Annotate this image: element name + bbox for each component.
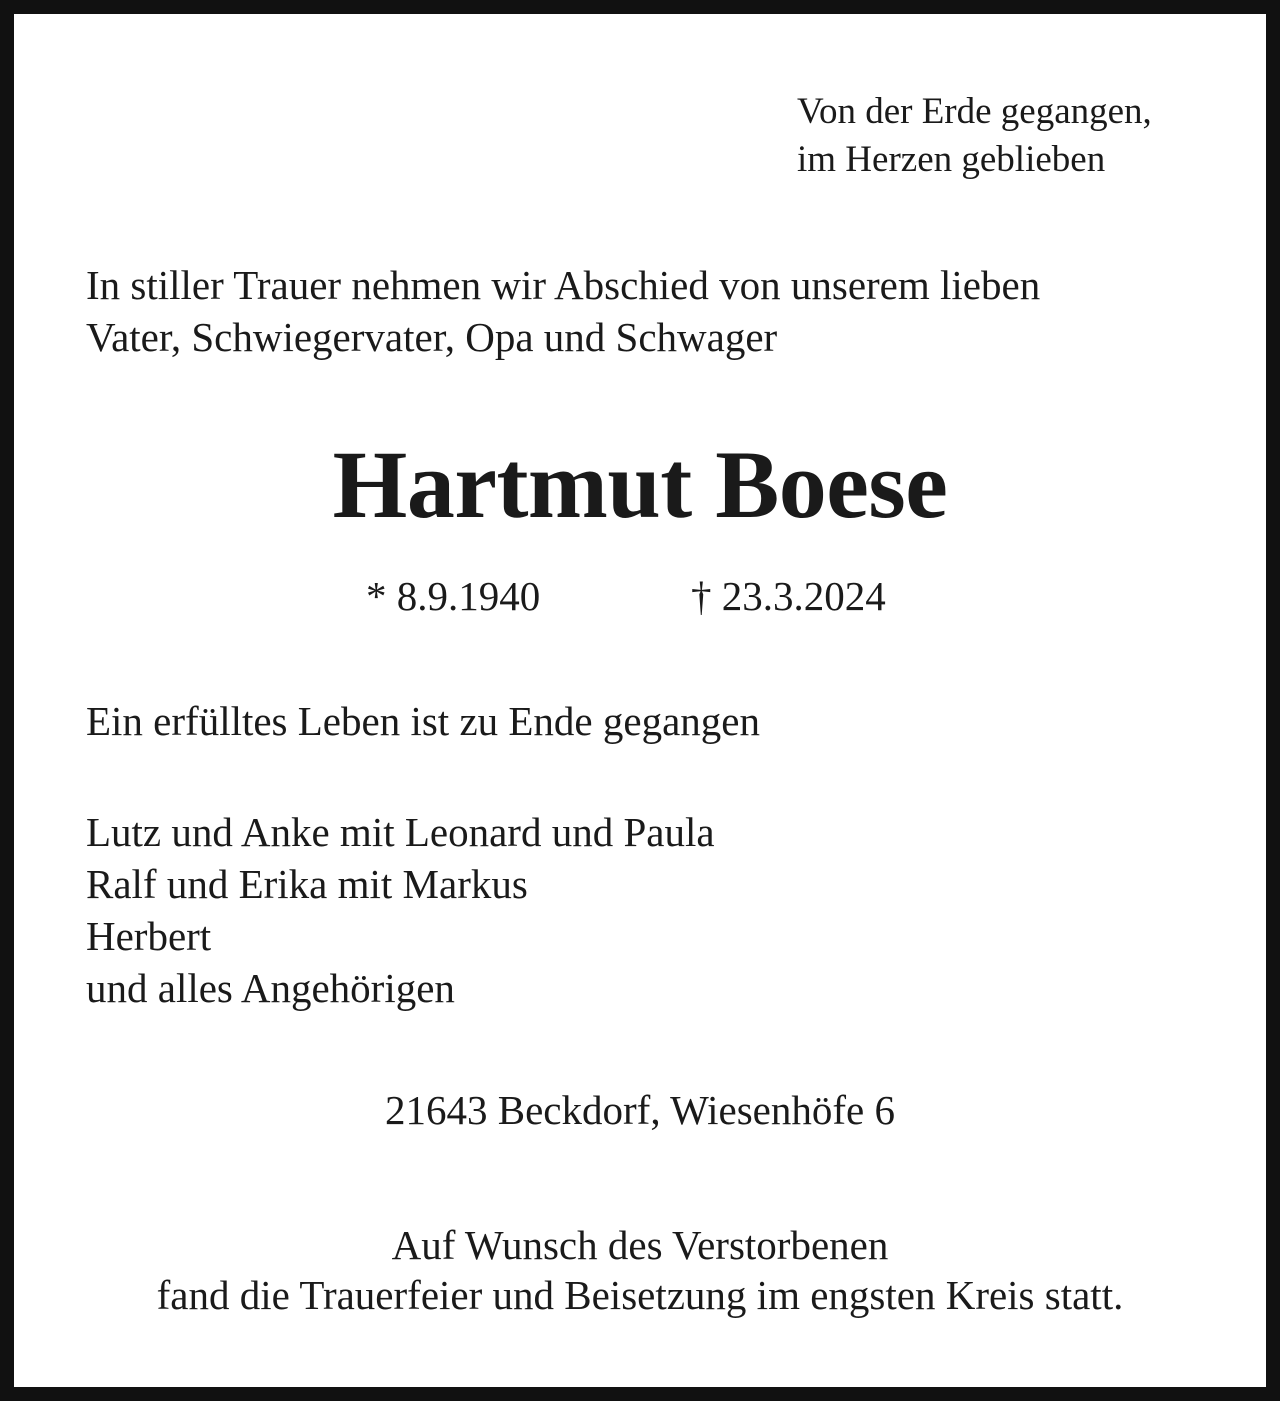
- motto-line-2: im Herzen geblieben: [797, 139, 1106, 180]
- intro-text: [86, 259, 1040, 363]
- death-date: † 23.3.2024: [691, 573, 886, 619]
- life-statement: Ein erfülltes Leben ist zu Ende gegangen: [86, 698, 760, 744]
- mourner-line: und alles Angehörigen: [86, 965, 455, 1011]
- mourners-list: [86, 806, 715, 1014]
- birth-date: * 8.9.1940: [366, 573, 541, 619]
- notice-line-2: fand die Trauerfeier und Beisetzung im engsten Kreis statt.: [156, 1272, 1124, 1318]
- motto-line-1: Von der Erde gegangen,: [797, 91, 1152, 132]
- motto: [797, 88, 1152, 184]
- mourner-line: Lutz und Anke mit Leonard und Paula: [86, 809, 715, 855]
- notice-line-1: Auf Wunsch des Verstorbenen: [391, 1222, 889, 1268]
- address: 21643 Beckdorf, Wiesenhöfe 6: [385, 1087, 895, 1133]
- intro-line-1: In stiller Trauer nehmen wir Abschied von unserem lieben: [86, 262, 1041, 308]
- mourner-line: Herbert: [86, 913, 212, 959]
- mourner-line: Ralf und Erika mit Markus: [86, 861, 528, 907]
- funeral-notice: [0, 1220, 1280, 1320]
- intro-line-2: Vater, Schwiegervater, Opa und Schwager: [86, 314, 778, 360]
- deceased-name: Hartmut Boese: [332, 431, 948, 538]
